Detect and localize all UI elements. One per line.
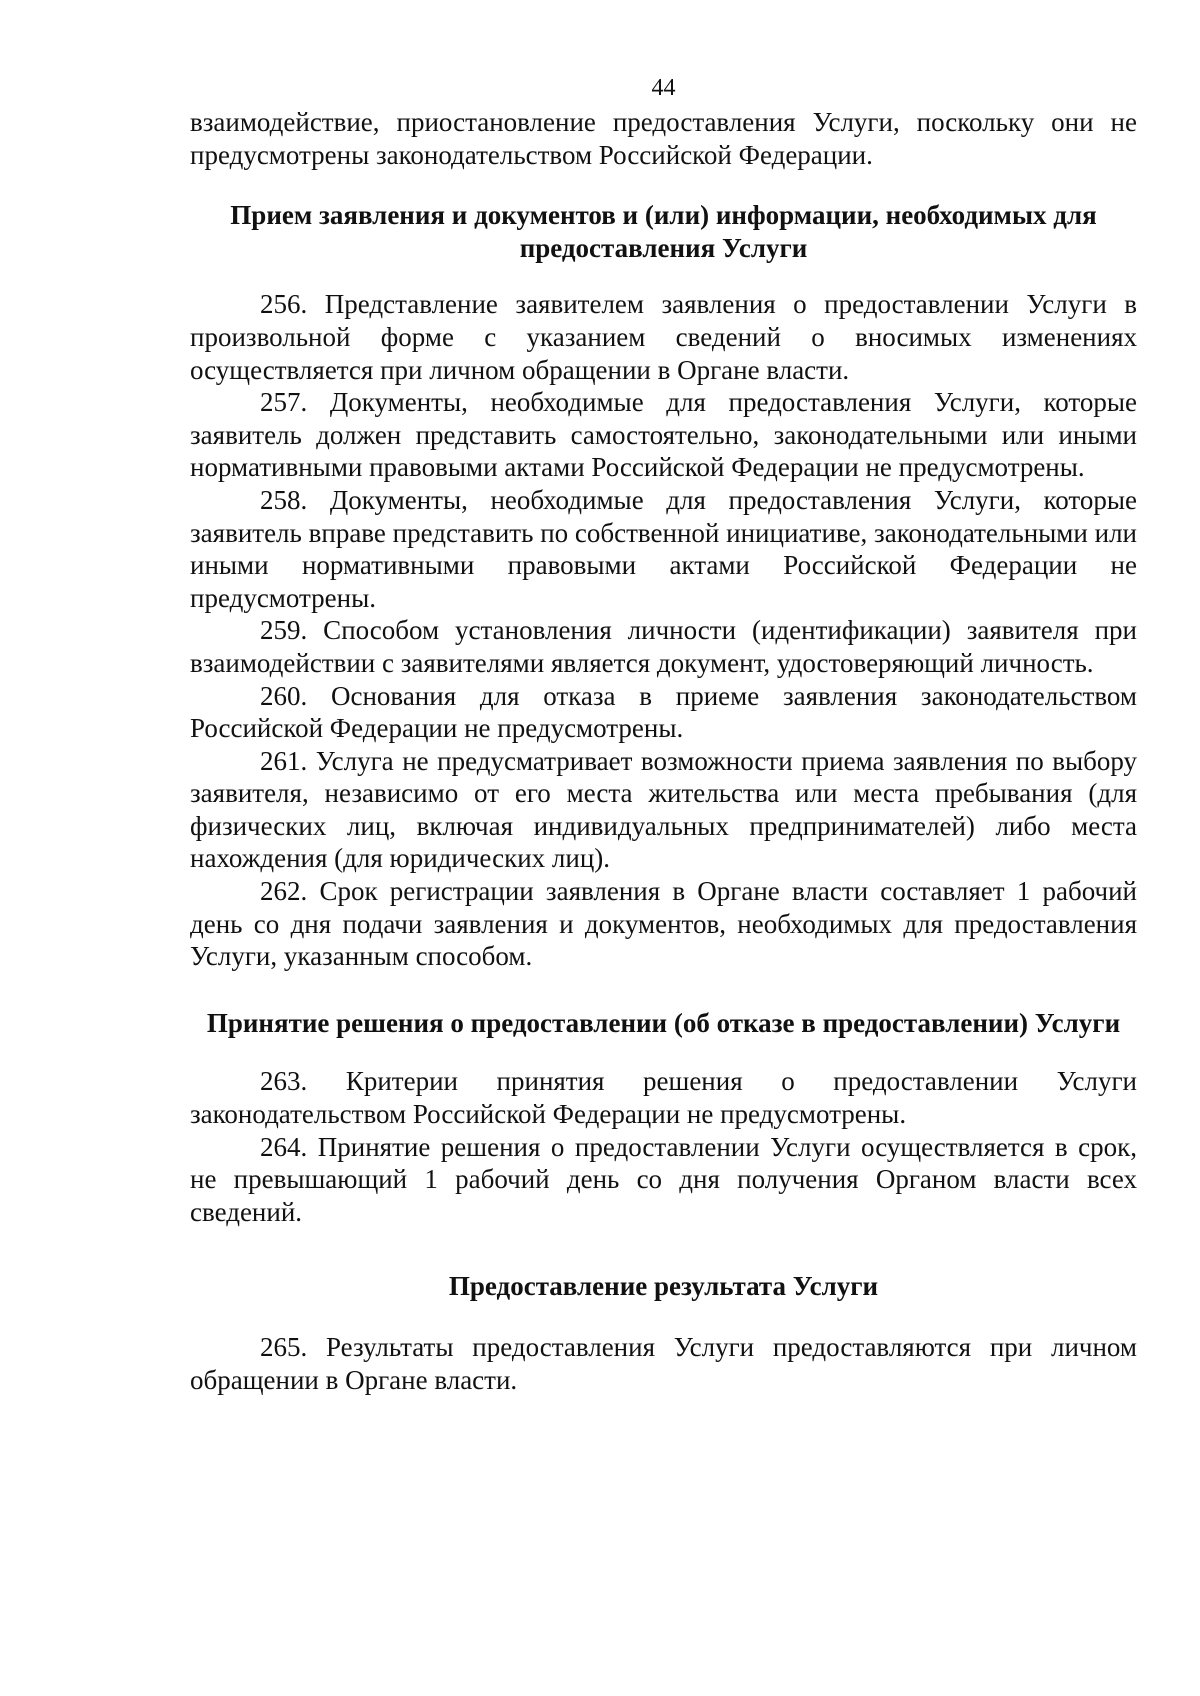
paragraph-256: 256. Представление заявителем заявления о предоставлении Услуги в произвольной форме с указанием сведений о вносимых изменениях осуществляется при личном обращении в Органе власти. xyxy=(190,289,1137,385)
paragraph-260: 260. Основания для отказа в приеме заявления законодательством Российской Федерации не предусмотрены. xyxy=(190,680,1137,744)
paragraph-264: 264. Принятие решения о предоставлении Услуги осуществляется в срок, не превышающий 1 рабочий день со дня получения Органом власти всех сведений. xyxy=(190,1131,1137,1227)
paragraph-259: 259. Способом установления личности (идентификации) заявителя при взаимодействии с заявителями является документ, удостоверяющий личность. xyxy=(190,615,1137,678)
page-number: 44 xyxy=(651,75,676,101)
section-title-application-intake: Прием заявления и документов и (или) информации, необходимых для предоставления Услуги xyxy=(230,200,1097,263)
paragraph-257: 257. Документы, необходимые для предоставления Услуги, которые заявитель должен представить самостоятельно, законодательными или иными нормативными правовыми актами Российской Федерации не предусмотрены. xyxy=(190,387,1137,483)
paragraph-258: 258. Документы, необходимые для предоставления Услуги, которые заявитель вправе представить по собственной инициативе, законодательными или иными нормативными правовыми актами Российской Федерации не предусмотрены. xyxy=(190,484,1137,613)
section-title-decision: Принятие решения о предоставлении (об отказе в предоставлении) Услуги xyxy=(206,1007,1121,1038)
paragraph-262: 262. Срок регистрации заявления в Органе власти составляет 1 рабочий день со дня подачи заявления и документов, необходимых для предоставления Услуги, указанным способом. xyxy=(190,876,1137,972)
document-page xyxy=(190,72,1137,1396)
paragraph-261: 261. Услуга не предусматривает возможности приема заявления по выбору заявителя, независимо от его места жительства или места пребывания (для физических лиц, включая индивидуальных предпринимателей) либо места нахождения (для юридических лиц). xyxy=(190,745,1137,874)
intro-paragraph: взаимодействие, приостановление предоставления Услуги, поскольку они не предусмотрены законодательством Российской Федерации. xyxy=(190,107,1137,170)
paragraph-263: 263. Критерии принятия решения о предоставлении Услуги законодательством Российской Федерации не предусмотрены. xyxy=(190,1066,1137,1130)
paragraph-265: 265. Результаты предоставления Услуги предоставляются при личном обращении в Органе власти. xyxy=(190,1332,1137,1395)
section-title-result: Предоставление результата Услуги xyxy=(448,1271,879,1302)
